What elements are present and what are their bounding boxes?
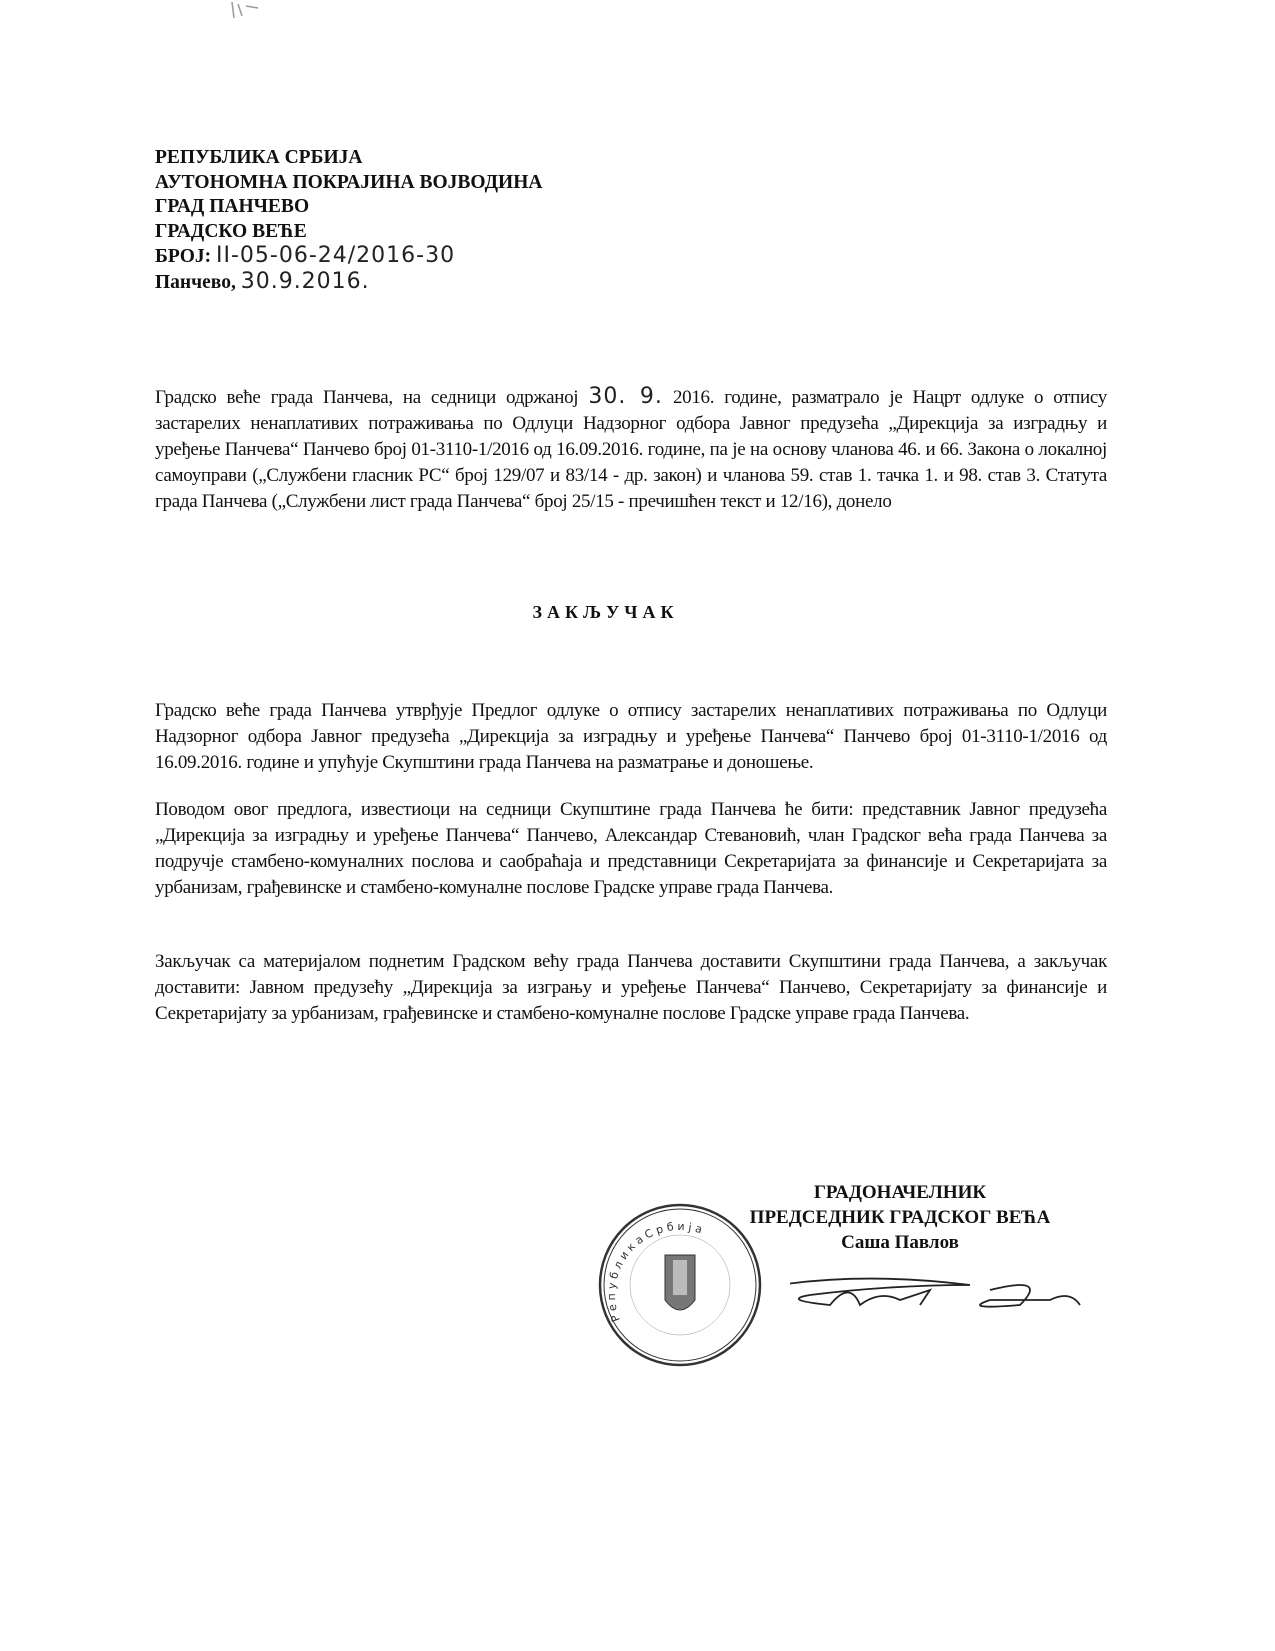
scan-mark [228, 0, 268, 20]
document-title: ЗАКЉУЧАК [532, 602, 679, 622]
signature-title-mayor: ГРАДОНАЧЕЛНИК [813, 1182, 987, 1203]
header-date: Панчево, 30.9.2016. [155, 268, 370, 294]
header-council: ГРАДСКО ВЕЋЕ [155, 220, 307, 242]
header-republic: РЕПУБЛИКА СРБИЈА [155, 147, 363, 168]
header-city: ГРАД ПАНЧЕВО [155, 196, 310, 217]
handwritten-date: 30.9.2016. [240, 268, 370, 294]
svg-text:Р е п у б л и к а С р б и ј а: Р е п у б л и к а С р б и ј а [604, 1219, 704, 1324]
document-header [155, 146, 542, 295]
intro-paragraph: Градско веће града Панчева, на седници одржаној 30. 9. 2016. године, разматрало је Нацрт одлуке о отпису застарелих ненаплативих потраживања по Одлуци Надзорног одбора Јавног предузећа „Дирекција за изградњу и уређење Панчева“ Панчево број 01-3110-1/2016 од 16.09.2016. године, па је на основу чланова 46. и 66. Закона о локалној самоуправи („Службени гласник РС“ број 129/07 и 83/14 - др. закон) и чланова 59. став 1. тачка 1. и 98. став 3. Статута града Панчева („Службени лист града Панчева“ број 25/15 - пречишћен текст и 12/16), донело [155, 384, 1107, 512]
conclusion-paragraph-2: Поводом овог предлога, известиоци на седници Скупштине града Панчева ће бити: представник Јавног предузећа „Дирекција за изградњу и уређење Панчева“ Панчево, Александар Стевановић, члан Градског већа града Панчева за подручје стамбено-комуналних послова и саобраћаја и представници Секретаријата за финансије и Секретаријата за урбанизам, грађевинске и стамбено-комуналне послове Градске управе града Панчева. [155, 799, 1107, 898]
header-province: АУТОНОМНА ПОКРАЈИНА ВОЈВОДИНА [155, 171, 543, 193]
signature-title-president: ПРЕДСЕДНИК ГРАДСКОГ ВЕЋА [749, 1207, 1051, 1228]
signature-block [690, 1180, 1110, 1255]
conclusion-paragraph-3: Закључак са материјалом поднетим Градском већу града Панчева доставити Скупштини града Панчева, а закључак доставити: Јавном предузећу „Дирекција за изгрању и уређење Панчева“ Панчево, Секретаријату за финансије и Секретаријату за урбанизам, грађевинске и стамбено-комуналне послове Градске управе града Панчева. [155, 951, 1107, 1024]
signatory-name: Саша Павлов [841, 1232, 959, 1253]
handwritten-signature [790, 1260, 1090, 1330]
conclusion-paragraph-1: Градско веће града Панчева утврђује Предлог одлуке о отпису застарелих ненаплативих потраживања по Одлуци Надзорног одбора Јавног предузећа „Дирекција за изградњу и уређење Панчева“ Панчево број 01-3110-1/2016 од 16.09.2016. године и упућује Скупштини града Панчева на разматрање и доношење. [155, 700, 1107, 773]
handwritten-number: II-05-06-24/2016-30 [215, 243, 456, 268]
header-number: БРОЈ: II-05-06-24/2016-30 [155, 243, 456, 268]
handwritten-session-date: 30. 9. [588, 384, 663, 409]
